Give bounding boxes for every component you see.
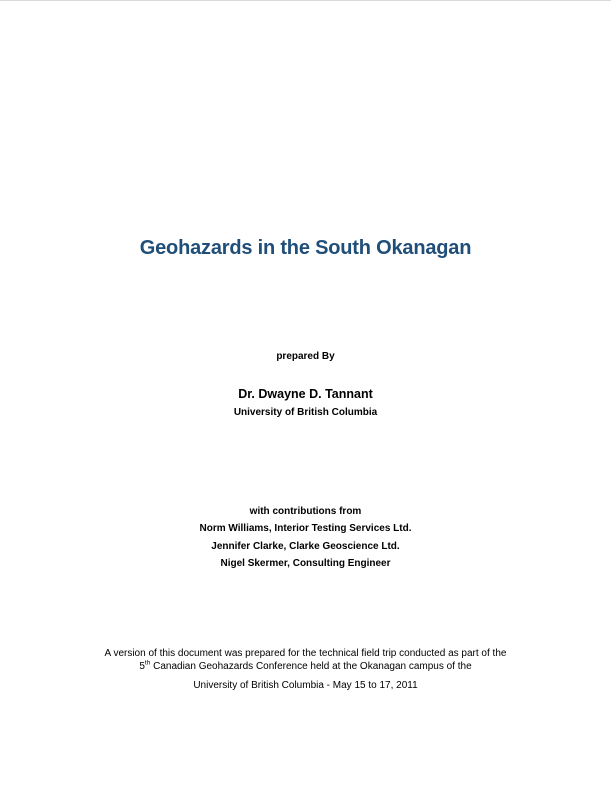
note-line-2-text: Canadian Geohazards Conference held at the Okanagan campus of the <box>150 661 472 672</box>
note-line-2 <box>0 661 611 672</box>
note-line-3: University of British Columbia - May 15 to 17, 2011 <box>193 680 418 691</box>
prepared-by-label: prepared By <box>276 351 335 362</box>
ordinal-number: 5 <box>139 661 145 672</box>
contributions-heading: with contributions from <box>249 506 362 517</box>
ordinal-suffix: th <box>144 659 151 667</box>
document-title: Geohazards in the South Okanagan <box>139 237 472 259</box>
author-affiliation: University of British Columbia <box>233 407 378 418</box>
contributor-item: Jennifer Clarke, Clarke Geoscience Ltd. <box>211 541 400 552</box>
author-name: Dr. Dwayne D. Tannant <box>238 387 373 401</box>
contributor-item: Nigel Skermer, Consulting Engineer <box>220 558 391 569</box>
note-line-1: A version of this document was prepared for the technical field trip conducted as part of the <box>104 648 507 659</box>
contributor-item: Norm Williams, Interior Testing Services Ltd. <box>199 523 412 534</box>
